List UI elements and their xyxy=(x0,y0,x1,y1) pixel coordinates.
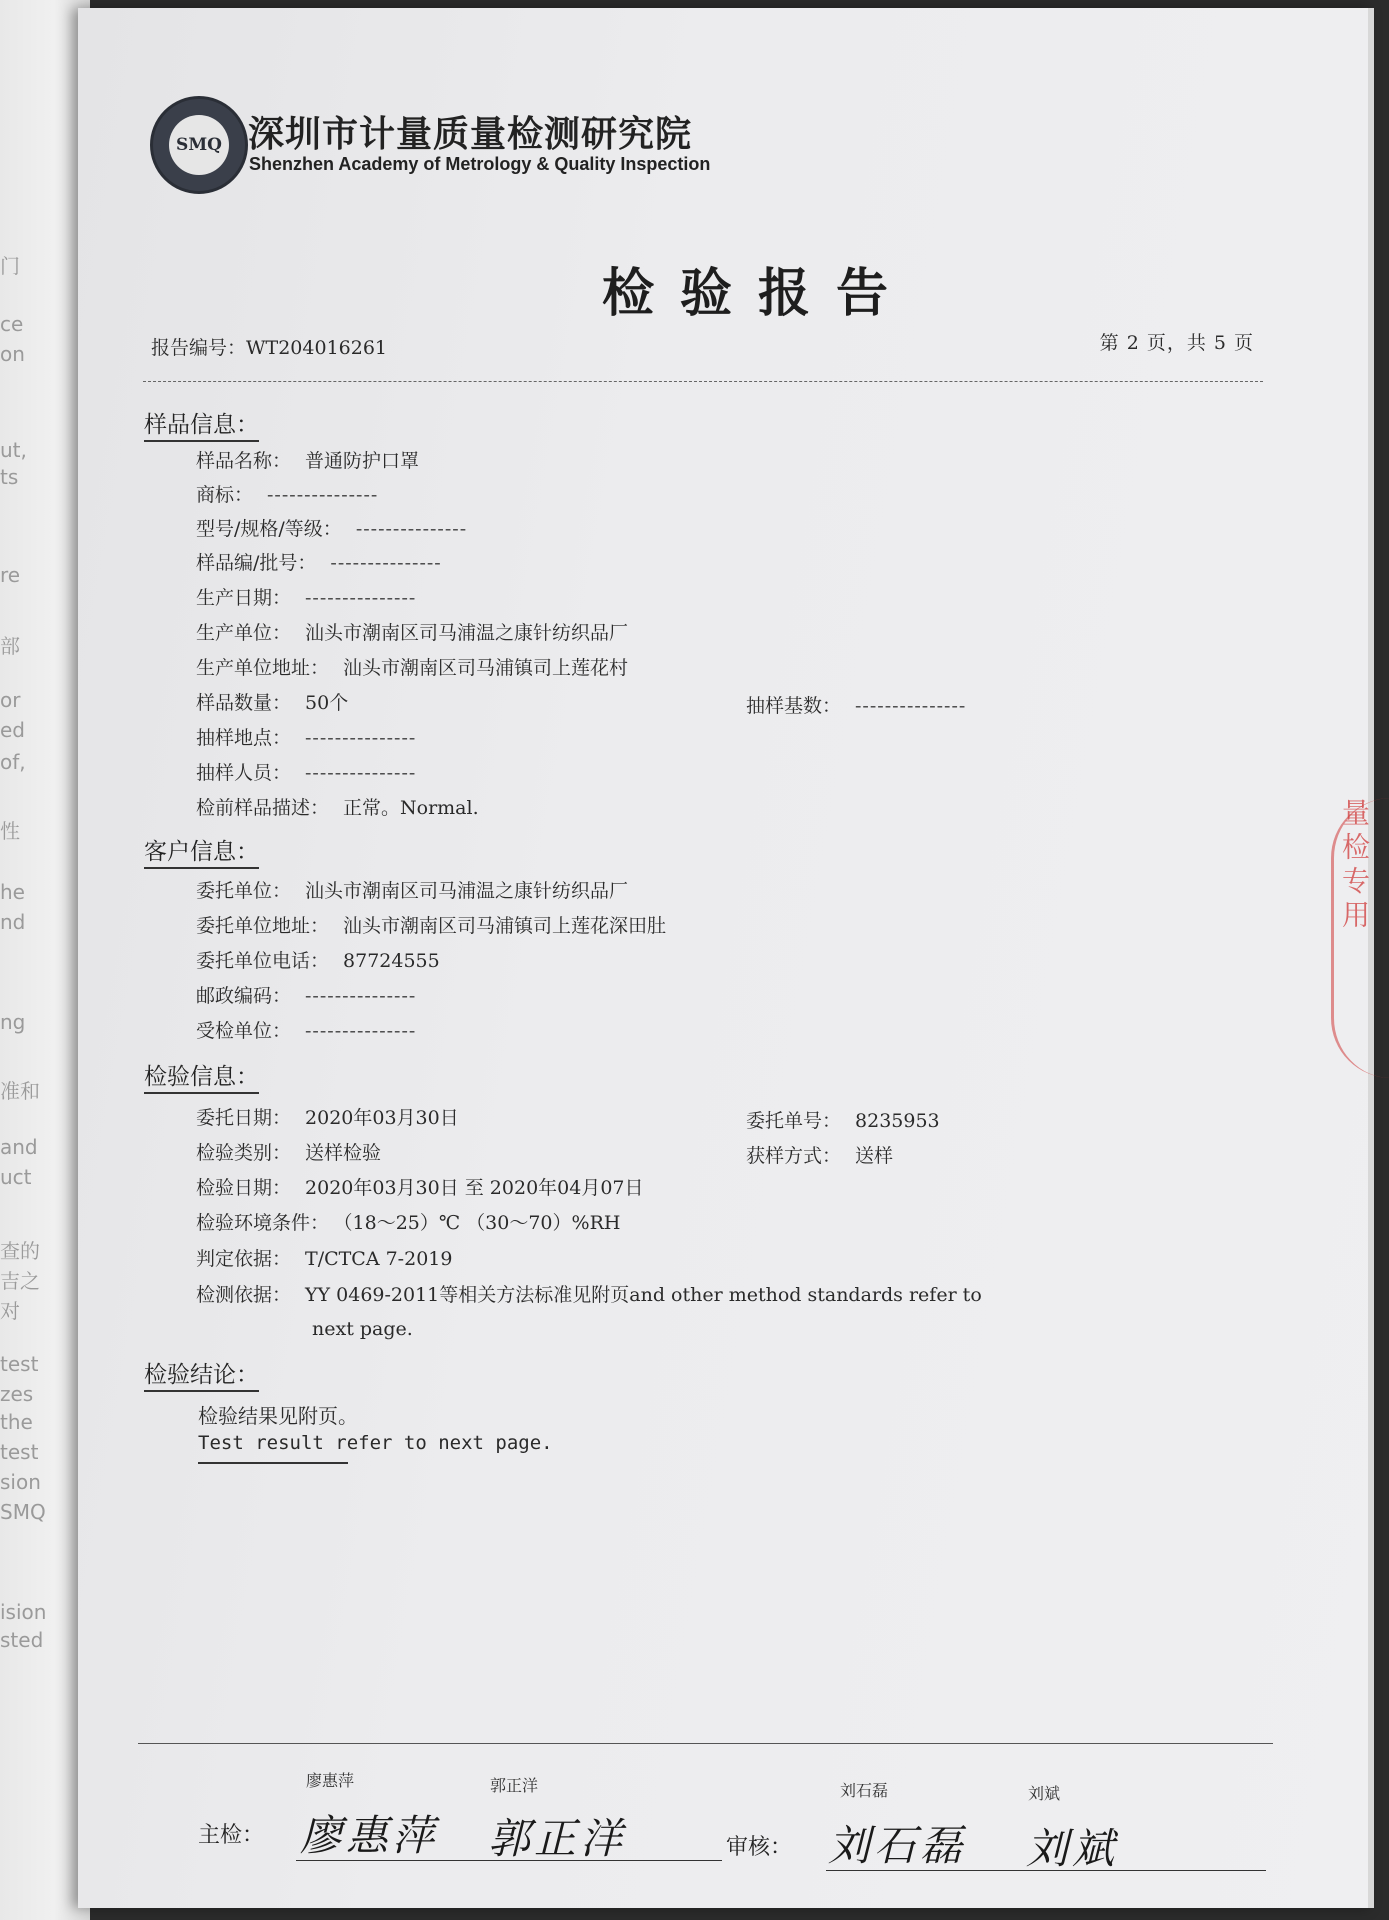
adjacent-page-text-fragment: 查的 xyxy=(0,1239,40,1263)
inspector1-signature: 廖惠萍 xyxy=(300,1811,439,1860)
field-value: T/CTCA 7-2019 xyxy=(305,1248,453,1270)
adjacent-page-edge xyxy=(0,0,90,1920)
report-title: 检验报告 xyxy=(601,264,914,324)
field-label: 生产日期： xyxy=(196,587,292,609)
brand-row xyxy=(196,480,378,507)
inspector1-printed-name: 廖惠萍 xyxy=(306,1771,355,1790)
field-value: --------------- xyxy=(355,518,468,540)
field-value: YY 0469-2011等相关方法标准见附页and other method standards refer to xyxy=(305,1284,982,1306)
field-value: 2020年03月30日 xyxy=(305,1107,459,1129)
conclusion-en: Test result refer to next page. xyxy=(198,1432,553,1454)
sample-name-row xyxy=(196,446,419,473)
client-phone-row xyxy=(196,946,440,973)
field-value: 87724555 xyxy=(343,950,440,972)
test-basis-row xyxy=(196,1280,982,1307)
field-value: 8235953 xyxy=(855,1110,940,1132)
adjacent-page-text-fragment: 准和 xyxy=(0,1079,40,1103)
commission-date-row xyxy=(196,1103,459,1130)
reviewer2-signature: 刘斌 xyxy=(1026,1824,1119,1873)
official-stamp-text: 量检专用 xyxy=(1338,798,1371,934)
adjacent-page-text-fragment: ision xyxy=(0,1600,47,1624)
sampling-base-row xyxy=(746,691,966,718)
adjacent-page-text-fragment: 部 xyxy=(0,634,20,658)
maker-address-row xyxy=(196,653,628,680)
field-value: 汕头市潮南区司马浦温之康针纺织品厂 xyxy=(305,880,629,902)
inspector-signature-line xyxy=(296,1860,722,1861)
adjacent-page-text-fragment: test xyxy=(0,1352,39,1376)
inspector2-signature: 郭正洋 xyxy=(488,1814,627,1863)
adjacent-page-text-fragment: 门 xyxy=(0,254,20,278)
field-label: 检验环境条件： xyxy=(196,1212,330,1234)
field-label: 检验日期： xyxy=(196,1177,292,1199)
field-value: 汕头市潮南区司马浦镇司上莲花深田肚 xyxy=(343,915,667,937)
report-number-label: 报告编号： xyxy=(151,337,247,359)
field-label: 样品名称： xyxy=(196,450,292,472)
inspector2-printed-name: 郭正洋 xyxy=(490,1776,539,1795)
field-label: 获样方式： xyxy=(746,1145,842,1167)
field-value: 送样 xyxy=(855,1145,894,1167)
smq-logo xyxy=(150,96,248,194)
field-value: --------------- xyxy=(305,762,417,784)
field-label: 委托日期： xyxy=(196,1107,292,1129)
adjacent-page-text-fragment: the xyxy=(0,1410,33,1434)
field-value: --------------- xyxy=(305,587,417,609)
adjacent-page-text-fragment: ed xyxy=(0,718,25,742)
field-label: 委托单位： xyxy=(196,880,292,902)
adjacent-page-text-fragment: or xyxy=(0,688,21,712)
field-value: 50个 xyxy=(305,692,349,714)
adjacent-page-text-fragment: ng xyxy=(0,1010,26,1034)
field-value: 正常。Normal. xyxy=(343,797,479,819)
section-sample-heading: 样品信息： xyxy=(144,406,259,442)
conclusion-underline xyxy=(198,1462,348,1464)
order-number-row xyxy=(746,1106,940,1133)
field-label: 样品编/批号： xyxy=(196,552,317,574)
sample-method-row xyxy=(746,1141,893,1168)
field-value: --------------- xyxy=(305,1020,417,1042)
adjacent-page-text-fragment: ut, xyxy=(0,438,27,462)
conclusion-cn: 检验结果见附页。 xyxy=(198,1404,358,1428)
batch-row xyxy=(196,548,442,575)
adjacent-page-text-fragment: and xyxy=(0,1135,38,1159)
reviewer-signature-line xyxy=(826,1870,1266,1871)
field-label: 抽样基数： xyxy=(746,695,842,717)
adjacent-page-text-fragment: ts xyxy=(0,465,19,489)
field-value: --------------- xyxy=(330,552,442,574)
field-value: 普通防护口罩 xyxy=(305,450,420,472)
page-indicator: 第 2 页，共 5 页 xyxy=(1099,332,1254,354)
adjacent-page-text-fragment: 性 xyxy=(0,819,20,843)
field-value: （18～25）℃ （30～70）%RH xyxy=(343,1212,621,1234)
adjacent-page-text-fragment: sted xyxy=(0,1628,44,1652)
footer-divider xyxy=(138,1743,1273,1744)
section-client-heading: 客户信息： xyxy=(144,833,259,869)
header-divider xyxy=(143,381,1263,382)
inspected-unit-row xyxy=(196,1016,416,1043)
org-name-en: Shenzhen Academy of Metrology & Quality Inspection xyxy=(249,154,711,174)
adjacent-page-text-fragment: ce xyxy=(0,312,24,336)
field-label: 委托单位地址： xyxy=(196,915,330,937)
sampling-person-row xyxy=(196,758,416,785)
org-name-cn: 深圳市计量质量检测研究院 xyxy=(248,114,693,155)
field-label: 型号/规格/等级： xyxy=(196,518,342,540)
environment-row xyxy=(196,1208,620,1235)
report-sheet xyxy=(78,8,1374,1908)
adjacent-page-text-fragment: of, xyxy=(0,750,26,774)
field-label: 抽样地点： xyxy=(196,727,292,749)
field-label: 商标： xyxy=(196,484,254,506)
production-date-row xyxy=(196,583,416,610)
field-label: 检验类别： xyxy=(196,1142,292,1164)
adjacent-page-text-fragment: sion xyxy=(0,1470,41,1494)
adjacent-page-text-fragment: 吉之 xyxy=(0,1269,40,1293)
adjacent-page-text-fragment: nd xyxy=(0,910,26,934)
adjacent-page-text-fragment: re xyxy=(0,563,21,587)
inspection-type-row xyxy=(196,1138,381,1165)
section-conclusion-heading: 检验结论： xyxy=(144,1356,259,1392)
field-label: 生产单位： xyxy=(196,622,292,644)
postcode-row xyxy=(196,981,416,1008)
field-label: 生产单位地址： xyxy=(196,657,330,679)
field-label: 受检单位： xyxy=(196,1020,292,1042)
reviewer2-printed-name: 刘斌 xyxy=(1028,1784,1061,1803)
model-row xyxy=(196,514,467,541)
criteria-row xyxy=(196,1244,452,1271)
field-label: 检前样品描述： xyxy=(196,797,330,819)
field-value: --------------- xyxy=(305,727,417,749)
test-basis-continuation: next page. xyxy=(312,1318,413,1340)
adjacent-page-text-fragment: 对 xyxy=(0,1299,20,1323)
inspector-label: 主检： xyxy=(198,1823,265,1848)
adjacent-page-text-fragment: SMQ xyxy=(0,1500,46,1524)
report-number-value: WT204016261 xyxy=(246,337,388,359)
field-value: --------------- xyxy=(855,695,967,717)
field-value: 送样检验 xyxy=(305,1142,382,1164)
sample-description-row xyxy=(196,793,479,820)
client-address-row xyxy=(196,911,666,938)
adjacent-page-text-fragment: he xyxy=(0,880,25,904)
field-label: 抽样人员： xyxy=(196,762,292,784)
reviewer1-signature: 刘石磊 xyxy=(828,1821,967,1870)
field-label: 邮政编码： xyxy=(196,985,292,1007)
section-inspection-heading: 检验信息： xyxy=(144,1058,259,1094)
client-unit-row xyxy=(196,876,628,903)
field-label: 样品数量： xyxy=(196,692,292,714)
field-label: 委托单号： xyxy=(746,1110,842,1132)
field-value: --------------- xyxy=(267,484,379,506)
field-label: 检测依据： xyxy=(196,1284,292,1306)
field-label: 判定依据： xyxy=(196,1248,292,1270)
quantity-row xyxy=(196,688,348,715)
field-value: 汕头市潮南区司马浦镇司上莲花村 xyxy=(343,657,629,679)
reviewer1-printed-name: 刘石磊 xyxy=(840,1781,889,1800)
field-label: 委托单位电话： xyxy=(196,950,330,972)
report-number xyxy=(151,333,387,360)
adjacent-page-text-fragment: uct xyxy=(0,1165,32,1189)
maker-row xyxy=(196,618,628,645)
reviewer-label: 审核： xyxy=(726,1835,793,1860)
test-date-row xyxy=(196,1173,644,1200)
field-value: 2020年03月30日 至 2020年04月07日 xyxy=(305,1177,644,1199)
adjacent-page-text-fragment: test xyxy=(0,1440,39,1464)
adjacent-page-text-fragment: on xyxy=(0,342,25,366)
logo-text: SMQ xyxy=(169,115,229,175)
sampling-place-row xyxy=(196,723,416,750)
adjacent-page-text-fragment: zes xyxy=(0,1382,34,1406)
field-value: --------------- xyxy=(305,985,417,1007)
field-value: 汕头市潮南区司马浦温之康针纺织品厂 xyxy=(305,622,629,644)
